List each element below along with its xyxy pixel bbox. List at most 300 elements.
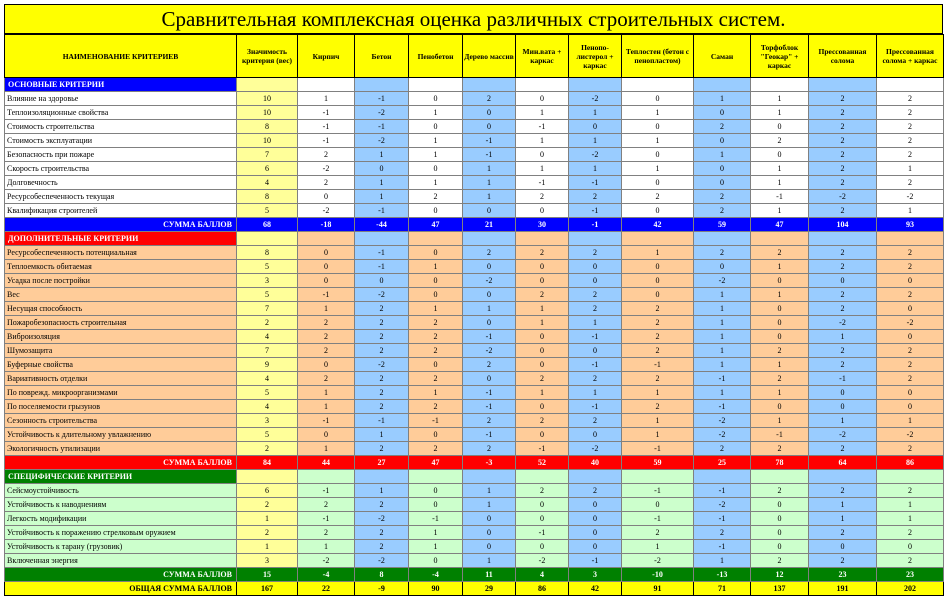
table-row (5, 106, 944, 120)
weight-cell: 5 (237, 288, 298, 302)
score-cell: -1 (409, 414, 463, 428)
score-cell: 0 (463, 526, 516, 540)
score-cell: 0 (516, 204, 569, 218)
section-filler-cell (622, 470, 694, 484)
weight-cell: 7 (237, 148, 298, 162)
grand-total-cell: -9 (355, 582, 409, 596)
score-cell: 2 (355, 442, 409, 456)
criterion-name: Скорость строительства (5, 162, 237, 176)
score-cell: 0 (463, 372, 516, 386)
score-cell: 2 (622, 344, 694, 358)
score-cell: -1 (355, 92, 409, 106)
score-cell: 1 (694, 330, 751, 344)
score-cell: 0 (809, 400, 877, 414)
score-cell: 1 (463, 498, 516, 512)
score-cell: 2 (809, 92, 877, 106)
section-filler-cell (516, 232, 569, 246)
score-cell: 1 (569, 162, 622, 176)
section-filler-cell (409, 470, 463, 484)
score-cell: 2 (622, 330, 694, 344)
score-cell: 1 (516, 106, 569, 120)
header-column: Прессованная солома (809, 35, 877, 78)
score-cell: 2 (409, 400, 463, 414)
score-cell: 2 (751, 442, 809, 456)
sum-cell: -3 (463, 456, 516, 470)
score-cell: 2 (877, 134, 944, 148)
score-cell: 1 (877, 414, 944, 428)
score-cell: 2 (809, 120, 877, 134)
weight-cell: 9 (237, 358, 298, 372)
score-cell: 2 (809, 554, 877, 568)
score-cell: 2 (569, 246, 622, 260)
score-cell: 0 (622, 498, 694, 512)
score-cell: 2 (809, 302, 877, 316)
score-cell: 2 (298, 148, 355, 162)
criterion-name: Вариативность отделки (5, 372, 237, 386)
sum-cell: 12 (751, 568, 809, 582)
table-row (5, 260, 944, 274)
sum-cell: 59 (622, 456, 694, 470)
score-cell: -1 (694, 512, 751, 526)
sum-label: СУММА БАЛЛОВ (5, 218, 237, 232)
score-cell: 2 (355, 498, 409, 512)
score-cell: 0 (751, 302, 809, 316)
score-cell: 0 (622, 148, 694, 162)
score-cell: 1 (751, 176, 809, 190)
weight-cell: 5 (237, 204, 298, 218)
score-cell: 2 (751, 344, 809, 358)
score-cell: 1 (751, 92, 809, 106)
section-filler-cell (237, 232, 298, 246)
score-cell: 0 (809, 540, 877, 554)
weight-cell: 3 (237, 554, 298, 568)
section-title: СПЕЦИФИЧЕСКИЕ КРИТЕРИИ (5, 470, 237, 484)
sum-cell: -10 (622, 568, 694, 582)
score-cell: 2 (463, 92, 516, 106)
section-header-row (5, 232, 944, 246)
score-cell: 1 (751, 260, 809, 274)
score-cell: 1 (409, 260, 463, 274)
score-cell: 0 (516, 428, 569, 442)
grand-total-label: ОБЩАЯ СУММА БАЛЛОВ (5, 582, 237, 596)
sum-label: СУММА БАЛЛОВ (5, 568, 237, 582)
weight-cell: 5 (237, 428, 298, 442)
criterion-name: Виброизоляция (5, 330, 237, 344)
score-cell: 0 (751, 148, 809, 162)
criterion-name: Устойчивость к поражению стрелковым оружием (5, 526, 237, 540)
score-cell: -1 (569, 204, 622, 218)
score-cell: -2 (516, 554, 569, 568)
section-sum-row (5, 218, 944, 232)
score-cell: 2 (694, 204, 751, 218)
grand-total-cell: 137 (751, 582, 809, 596)
header-column: Дерево массив (463, 35, 516, 78)
score-cell: 2 (809, 176, 877, 190)
sum-cell: 11 (463, 568, 516, 582)
score-cell: 1 (355, 428, 409, 442)
criterion-name: Безопасность при пожаре (5, 148, 237, 162)
score-cell: 1 (355, 148, 409, 162)
table-row (5, 344, 944, 358)
score-cell: 1 (569, 134, 622, 148)
score-cell: 1 (622, 106, 694, 120)
weight-cell: 2 (237, 526, 298, 540)
score-cell: 1 (622, 246, 694, 260)
weight-cell: 5 (237, 386, 298, 400)
score-cell: 0 (409, 288, 463, 302)
sum-cell: 47 (751, 218, 809, 232)
criterion-name: Устойчивость к наводнениям (5, 498, 237, 512)
sum-cell: -4 (298, 568, 355, 582)
section-filler-cell (463, 470, 516, 484)
grand-total-row (5, 582, 944, 596)
criterion-name: Ресурсобеспеченность текущая (5, 190, 237, 204)
score-cell: 2 (355, 344, 409, 358)
score-cell: 1 (751, 414, 809, 428)
score-cell: 2 (622, 400, 694, 414)
score-cell: 2 (355, 330, 409, 344)
score-cell: 0 (516, 512, 569, 526)
score-cell: 2 (463, 246, 516, 260)
table-row (5, 442, 944, 456)
score-cell: 2 (569, 302, 622, 316)
score-cell: 1 (877, 498, 944, 512)
score-cell: 2 (569, 484, 622, 498)
score-cell: -1 (569, 176, 622, 190)
score-cell: 1 (298, 302, 355, 316)
score-cell: 1 (877, 204, 944, 218)
grand-total-cell: 91 (622, 582, 694, 596)
score-cell: 0 (751, 400, 809, 414)
score-cell: -1 (298, 512, 355, 526)
section-filler-cell (298, 78, 355, 92)
table-row (5, 372, 944, 386)
score-cell: 2 (298, 330, 355, 344)
score-cell: -1 (463, 148, 516, 162)
table-row (5, 148, 944, 162)
score-cell: -1 (622, 358, 694, 372)
weight-cell: 8 (237, 190, 298, 204)
header-column: Пенопо-листерол + каркас (569, 35, 622, 78)
score-cell: 2 (298, 498, 355, 512)
score-cell: 2 (569, 288, 622, 302)
weight-cell: 4 (237, 176, 298, 190)
grand-total-cell: 202 (877, 582, 944, 596)
page-title: Сравнительная комплексная оценка различных строительных систем. (4, 4, 943, 34)
score-cell: 0 (751, 526, 809, 540)
score-cell: 2 (809, 288, 877, 302)
criterion-name: Экологичность утилизации (5, 442, 237, 456)
score-cell: -1 (355, 120, 409, 134)
score-cell: -1 (298, 106, 355, 120)
sum-cell: 84 (237, 456, 298, 470)
criterion-name: Буферные свойства (5, 358, 237, 372)
weight-cell: 4 (237, 400, 298, 414)
criterion-name: Стоимость эксплуатации (5, 134, 237, 148)
score-cell: 0 (409, 120, 463, 134)
section-filler-cell (516, 470, 569, 484)
score-cell: 2 (409, 442, 463, 456)
score-cell: -2 (622, 554, 694, 568)
score-cell: 2 (877, 246, 944, 260)
table-row (5, 498, 944, 512)
section-filler-cell (409, 232, 463, 246)
section-filler-cell (355, 78, 409, 92)
score-cell: -1 (622, 484, 694, 498)
score-cell: 2 (694, 190, 751, 204)
score-cell: -1 (694, 484, 751, 498)
score-cell: 1 (694, 386, 751, 400)
score-cell: 2 (622, 302, 694, 316)
score-cell: 1 (622, 414, 694, 428)
score-cell: -2 (298, 204, 355, 218)
weight-cell: 2 (237, 498, 298, 512)
score-cell: 1 (751, 162, 809, 176)
score-cell: -1 (298, 288, 355, 302)
score-cell: 2 (622, 526, 694, 540)
score-cell: 2 (569, 190, 622, 204)
sum-cell: -1 (569, 218, 622, 232)
weight-cell: 10 (237, 92, 298, 106)
score-cell: 0 (569, 260, 622, 274)
table-row (5, 526, 944, 540)
sum-cell: 93 (877, 218, 944, 232)
sum-cell: 52 (516, 456, 569, 470)
score-cell: -2 (694, 274, 751, 288)
section-filler-cell (237, 470, 298, 484)
score-cell: 1 (463, 554, 516, 568)
weight-cell: 3 (237, 274, 298, 288)
score-cell: 1 (463, 302, 516, 316)
weight-cell: 2 (237, 316, 298, 330)
score-cell: 0 (516, 400, 569, 414)
score-cell: -2 (877, 190, 944, 204)
section-sum-row (5, 568, 944, 582)
score-cell: 2 (516, 190, 569, 204)
section-filler-cell (237, 78, 298, 92)
score-cell: 2 (877, 484, 944, 498)
grand-total-cell: 167 (237, 582, 298, 596)
weight-cell: 2 (237, 442, 298, 456)
score-cell: -1 (463, 428, 516, 442)
sum-label: СУММА БАЛЛОВ (5, 456, 237, 470)
score-cell: 1 (694, 554, 751, 568)
score-cell: 1 (298, 442, 355, 456)
weight-cell: 10 (237, 134, 298, 148)
score-cell: 2 (877, 442, 944, 456)
comparison-table (4, 34, 944, 596)
score-cell: -2 (569, 148, 622, 162)
score-cell: 1 (809, 330, 877, 344)
score-cell: -2 (569, 92, 622, 106)
score-cell: 2 (355, 316, 409, 330)
score-cell: 2 (751, 246, 809, 260)
table-row (5, 190, 944, 204)
section-filler-cell (463, 78, 516, 92)
score-cell: 1 (694, 288, 751, 302)
sum-cell: 86 (877, 456, 944, 470)
score-cell: 1 (355, 190, 409, 204)
score-cell: 0 (569, 120, 622, 134)
score-cell: 0 (463, 106, 516, 120)
weight-cell: 6 (237, 484, 298, 498)
score-cell: -1 (298, 484, 355, 498)
table-row (5, 274, 944, 288)
score-cell: -2 (809, 316, 877, 330)
sum-cell: 3 (569, 568, 622, 582)
section-filler-cell (298, 470, 355, 484)
section-title: ДОПОЛНИТЕЛЬНЫЕ КРИТЕРИИ (5, 232, 237, 246)
score-cell: 2 (409, 344, 463, 358)
score-cell: -1 (516, 120, 569, 134)
section-sum-row (5, 456, 944, 470)
score-cell: 0 (409, 498, 463, 512)
score-cell: 0 (622, 120, 694, 134)
score-cell: -2 (694, 498, 751, 512)
score-cell: 0 (355, 162, 409, 176)
score-cell: 2 (355, 372, 409, 386)
score-cell: -2 (569, 442, 622, 456)
table-row (5, 428, 944, 442)
sum-cell: 30 (516, 218, 569, 232)
score-cell: 0 (516, 148, 569, 162)
score-cell: 2 (298, 372, 355, 386)
score-cell: 0 (622, 288, 694, 302)
score-cell: 2 (809, 358, 877, 372)
sum-cell: 4 (516, 568, 569, 582)
score-cell: 2 (622, 372, 694, 386)
score-cell: 0 (751, 512, 809, 526)
score-cell: 0 (569, 540, 622, 554)
score-cell: 0 (622, 260, 694, 274)
score-cell: 0 (694, 260, 751, 274)
score-cell: 2 (298, 526, 355, 540)
table-row (5, 540, 944, 554)
criterion-name: Включенная энергия (5, 554, 237, 568)
section-filler-cell (751, 232, 809, 246)
score-cell: -1 (516, 526, 569, 540)
criterion-name: Стоимость строительства (5, 120, 237, 134)
section-filler-cell (877, 470, 944, 484)
score-cell: 2 (409, 190, 463, 204)
score-cell: -2 (355, 134, 409, 148)
score-cell: 2 (694, 526, 751, 540)
score-cell: -1 (694, 540, 751, 554)
score-cell: -2 (694, 414, 751, 428)
score-cell: 0 (877, 386, 944, 400)
score-cell: 0 (751, 316, 809, 330)
score-cell: 2 (877, 526, 944, 540)
score-cell: -2 (463, 344, 516, 358)
score-cell: 1 (751, 204, 809, 218)
criterion-name: Теплоизоляционные свойства (5, 106, 237, 120)
score-cell: -1 (569, 400, 622, 414)
score-cell: -1 (298, 414, 355, 428)
weight-cell: 7 (237, 344, 298, 358)
score-cell: 2 (516, 414, 569, 428)
score-cell: -1 (463, 330, 516, 344)
score-cell: 0 (516, 330, 569, 344)
score-cell: 0 (409, 92, 463, 106)
table-body (5, 78, 944, 596)
score-cell: 1 (809, 414, 877, 428)
sum-cell: -4 (409, 568, 463, 582)
score-cell: 0 (569, 344, 622, 358)
sum-cell: -44 (355, 218, 409, 232)
score-cell: -2 (355, 358, 409, 372)
score-cell: -1 (622, 442, 694, 456)
table-row (5, 288, 944, 302)
score-cell: 2 (516, 484, 569, 498)
score-cell: 2 (877, 92, 944, 106)
section-filler-cell (809, 470, 877, 484)
criterion-name: Теплоемкость обитаемая (5, 260, 237, 274)
weight-cell: 3 (237, 414, 298, 428)
score-cell: -1 (569, 330, 622, 344)
weight-cell: 8 (237, 120, 298, 134)
score-cell: -2 (463, 274, 516, 288)
score-cell: 1 (694, 316, 751, 330)
score-cell: 2 (809, 484, 877, 498)
score-cell: -1 (463, 400, 516, 414)
score-cell: 1 (355, 176, 409, 190)
weight-cell: 1 (237, 540, 298, 554)
score-cell: 1 (516, 302, 569, 316)
score-cell: 1 (569, 386, 622, 400)
sum-cell: 59 (694, 218, 751, 232)
score-cell: 2 (355, 386, 409, 400)
section-filler-cell (751, 470, 809, 484)
table-row (5, 484, 944, 498)
score-cell: 1 (298, 540, 355, 554)
score-cell: 0 (877, 330, 944, 344)
score-cell: 0 (355, 274, 409, 288)
score-cell: -1 (751, 428, 809, 442)
score-cell: 0 (516, 344, 569, 358)
header-column: Мин.вата + каркас (516, 35, 569, 78)
score-cell: 1 (622, 162, 694, 176)
table-row (5, 162, 944, 176)
score-cell: 0 (751, 498, 809, 512)
score-cell: 2 (809, 162, 877, 176)
score-cell: -1 (622, 512, 694, 526)
score-cell: 2 (409, 316, 463, 330)
score-cell: 0 (877, 302, 944, 316)
score-cell: 1 (463, 162, 516, 176)
score-cell: 1 (694, 148, 751, 162)
score-cell: 0 (694, 134, 751, 148)
score-cell: 0 (463, 120, 516, 134)
score-cell: 0 (298, 246, 355, 260)
table-row (5, 512, 944, 526)
weight-cell: 1 (237, 512, 298, 526)
score-cell: 1 (569, 106, 622, 120)
header-column: Саман (694, 35, 751, 78)
score-cell: 0 (516, 540, 569, 554)
score-cell: 1 (463, 190, 516, 204)
score-cell: 1 (409, 386, 463, 400)
score-cell: -2 (877, 316, 944, 330)
section-filler-cell (409, 78, 463, 92)
score-cell: -2 (355, 554, 409, 568)
score-cell: 2 (809, 344, 877, 358)
score-cell: 1 (877, 512, 944, 526)
score-cell: 2 (355, 400, 409, 414)
header-column: Прессованная солома + каркас (877, 35, 944, 78)
score-cell: 1 (409, 134, 463, 148)
score-cell: 2 (355, 302, 409, 316)
section-filler-cell (809, 78, 877, 92)
